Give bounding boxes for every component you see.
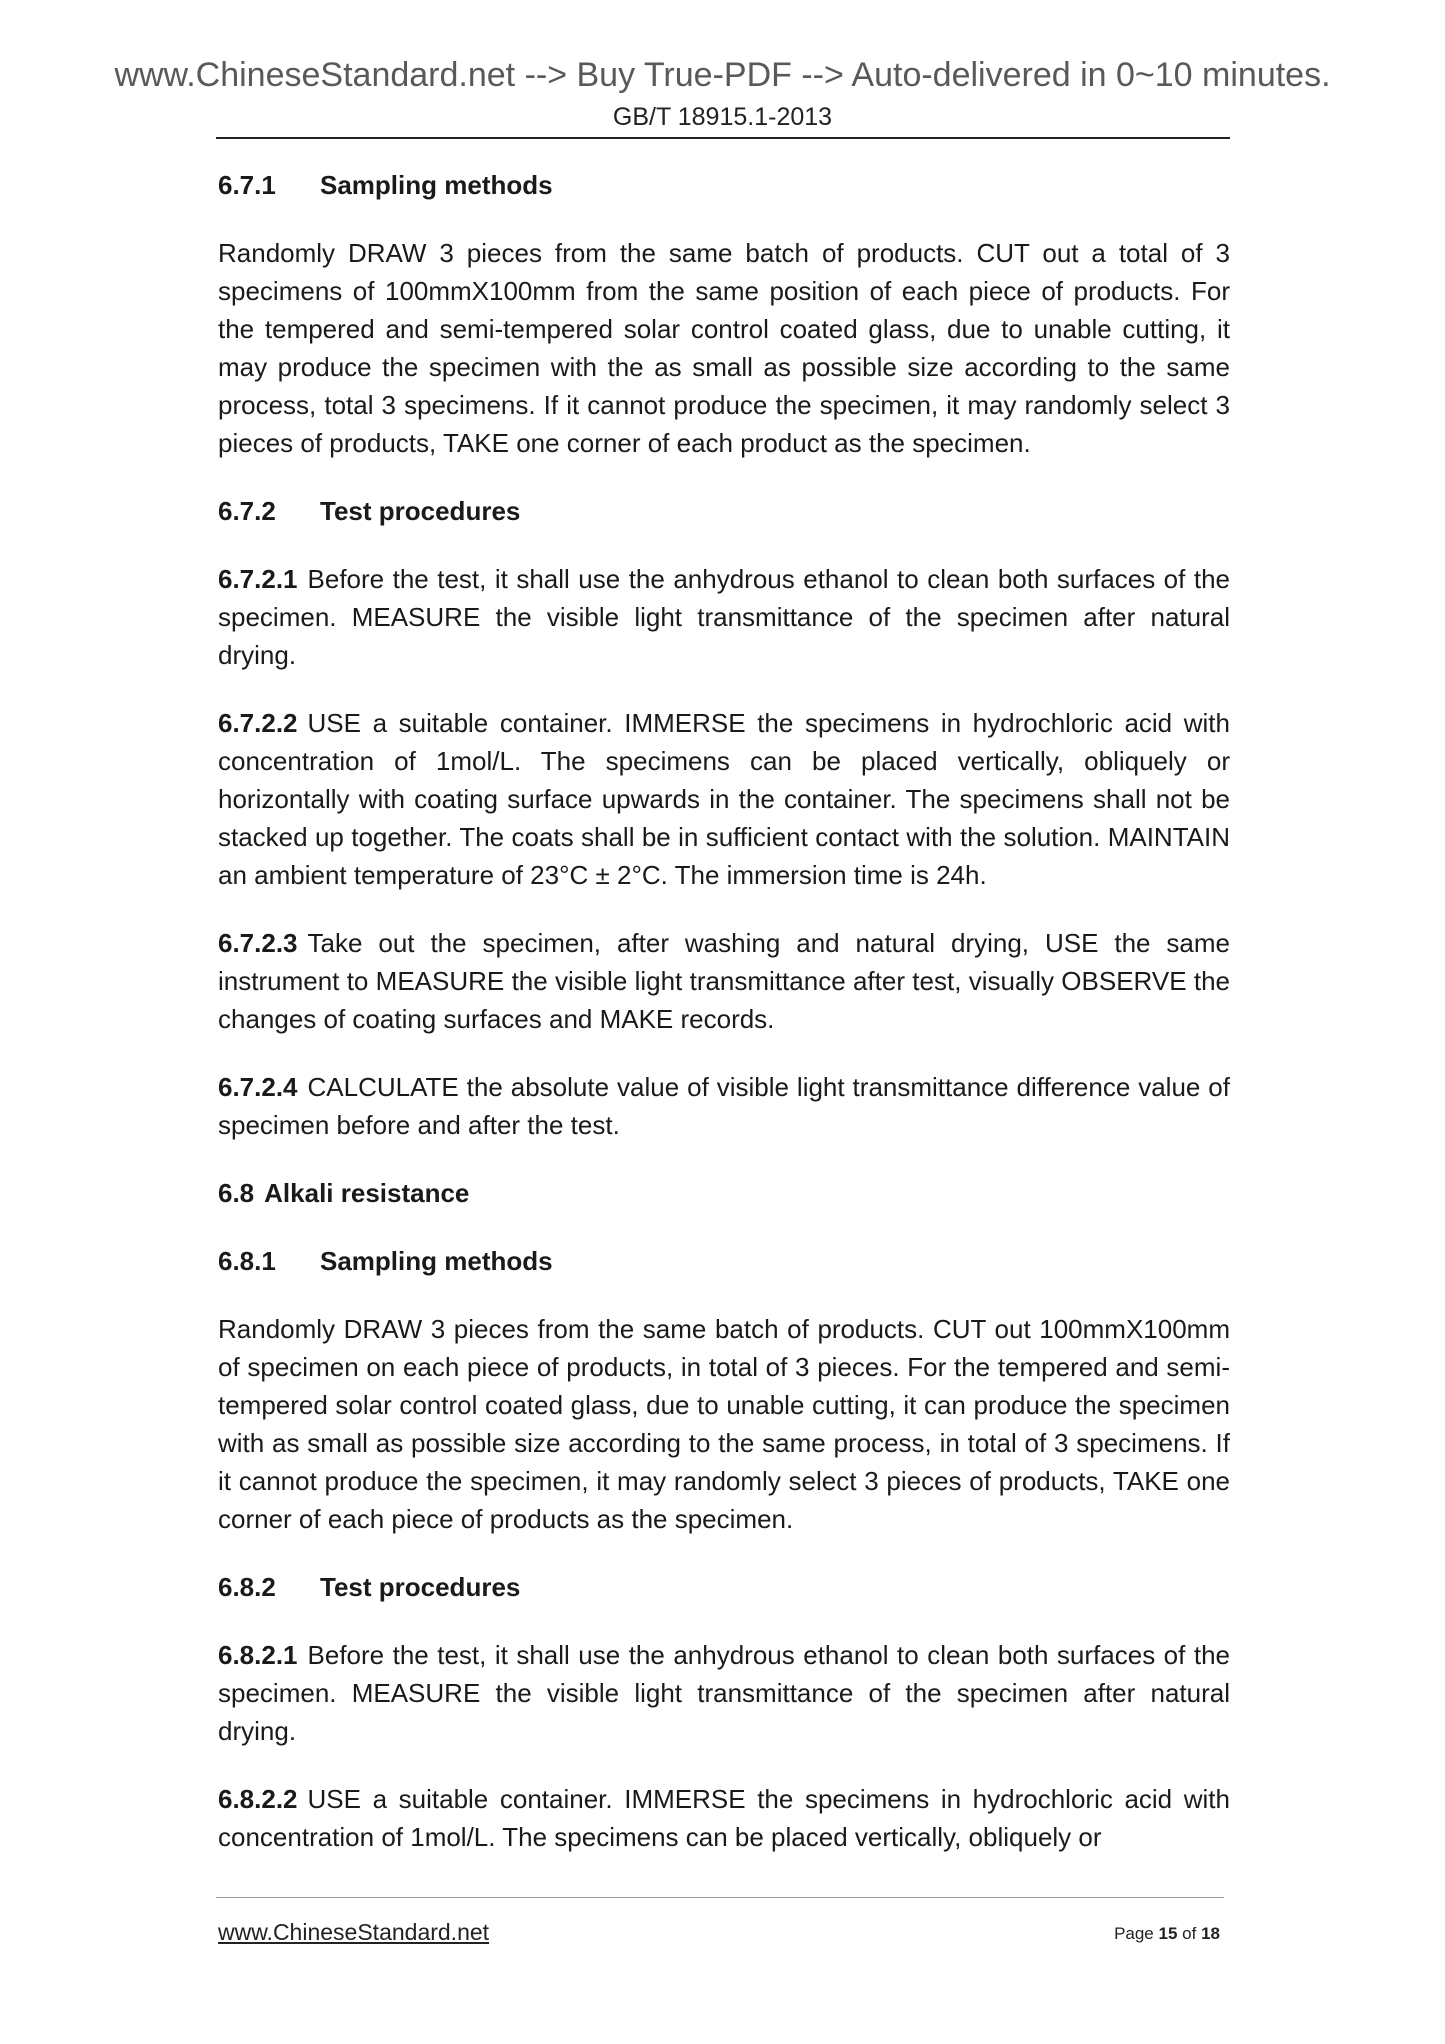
clause-text: USE a suitable container. IMMERSE the specimens in hydrochloric acid with concentration of 1mol/L. The specimens can be placed vertically, obliquely or — [218, 1784, 1230, 1852]
header-rule — [216, 137, 1230, 139]
page-prefix: Page — [1114, 1924, 1154, 1943]
clause-number: 6.7.2.1 — [218, 564, 298, 594]
clause-number: 6.7.2.4 — [218, 1072, 298, 1102]
page-number — [1114, 1924, 1220, 1944]
heading-title: Alkali resistance — [264, 1178, 470, 1208]
clause-text: USE a suitable container. IMMERSE the specimens in hydrochloric acid with concentration of 1mol/L. The specimens can be placed vertically, obliquely or horizontally with coating surface upwards in the container. The specimens shall not be stacked up together. The coats shall be in sufficient contact with the solution. MAINTAIN an ambient temperature of 23°C ± 2°C. The immersion time is 24h. — [218, 708, 1230, 890]
footer-rule — [216, 1897, 1224, 1898]
paragraph-6-8-2-1 — [218, 1636, 1230, 1750]
paragraph-6-8-2-2 — [218, 1780, 1230, 1856]
heading-6-8-2 — [218, 1568, 1230, 1606]
paragraph-6-7-1: Randomly DRAW 3 pieces from the same batch of products. CUT out a total of 3 specimens of 100mmX100mm from the same position of each piece of products. For the tempered and semi-tempered solar control coated glass, due to unable cutting, it may produce the specimen with the as small as possible size according to the same process, total 3 specimens. If it cannot produce the specimen, it may randomly select 3 pieces of products, TAKE one corner of each product as the specimen. — [218, 238, 1230, 458]
clause-text: Take out the specimen, after washing and natural drying, USE the same instrument to MEASURE the visible light transmittance after test, visually OBSERVE the changes of coating surfaces and MAKE records. — [218, 928, 1230, 1034]
heading-number: 6.8.1 — [218, 1246, 276, 1276]
paragraph-6-7-2-2 — [218, 704, 1230, 894]
heading-title: Sampling methods — [320, 1246, 553, 1276]
clause-text: Before the test, it shall use the anhydrous ethanol to clean both surfaces of the specimen. MEASURE the visible light transmittance of the specimen after natural drying. — [218, 1640, 1230, 1746]
heading-number: 6.7.1 — [218, 170, 276, 200]
heading-6-8 — [218, 1174, 1230, 1212]
paragraph-6-7-2-3 — [218, 924, 1230, 1038]
heading-title: Test procedures — [320, 496, 521, 526]
footer-site-link[interactable]: www.ChineseStandard.net — [218, 1919, 490, 1945]
clause-number: 6.7.2.2 — [218, 708, 298, 738]
paragraph-6-7-2-1 — [218, 560, 1230, 674]
clause-number: 6.8.2.1 — [218, 1640, 298, 1670]
clause-number: 6.8.2.2 — [218, 1784, 298, 1814]
clause-number: 6.7.2.3 — [218, 928, 298, 958]
heading-number: 6.8 — [218, 1178, 255, 1208]
standard-code: GB/T 18915.1-2013 — [612, 103, 833, 131]
top-banner: www.ChineseStandard.net --> Buy True-PDF --> Auto-delivered in 0~10 minutes. — [114, 56, 1331, 94]
clause-text: Before the test, it shall use the anhydrous ethanol to clean both surfaces of the specimen. MEASURE the visible light transmittance of the specimen after natural drying. — [218, 564, 1230, 670]
page-total: 18 — [1201, 1924, 1220, 1943]
clause-text: CALCULATE the absolute value of visible light transmittance difference value of specimen before and after the test. — [218, 1072, 1230, 1140]
heading-number: 6.8.2 — [218, 1572, 276, 1602]
document-body — [218, 166, 1230, 1886]
heading-title: Sampling methods — [320, 170, 553, 200]
page-of: of — [1182, 1924, 1197, 1943]
heading-title: Test procedures — [320, 1572, 521, 1602]
heading-6-8-1 — [218, 1242, 1230, 1280]
paragraph-6-7-2-4 — [218, 1068, 1230, 1144]
heading-6-7-1 — [218, 166, 1230, 204]
heading-6-7-2 — [218, 492, 1230, 530]
heading-number: 6.7.2 — [218, 496, 276, 526]
paragraph-6-8-1: Randomly DRAW 3 pieces from the same batch of products. CUT out 100mmX100mm of specimen on each piece of products, in total of 3 pieces. For the tempered and semi-tempered solar control coated glass, due to unable cutting, it can produce the specimen with as small as possible size according to the same process, in total of 3 specimens. If it cannot produce the specimen, it may randomly select 3 pieces of products, TAKE one corner of each piece of products as the specimen. — [218, 1314, 1230, 1534]
page-current: 15 — [1158, 1924, 1178, 1943]
